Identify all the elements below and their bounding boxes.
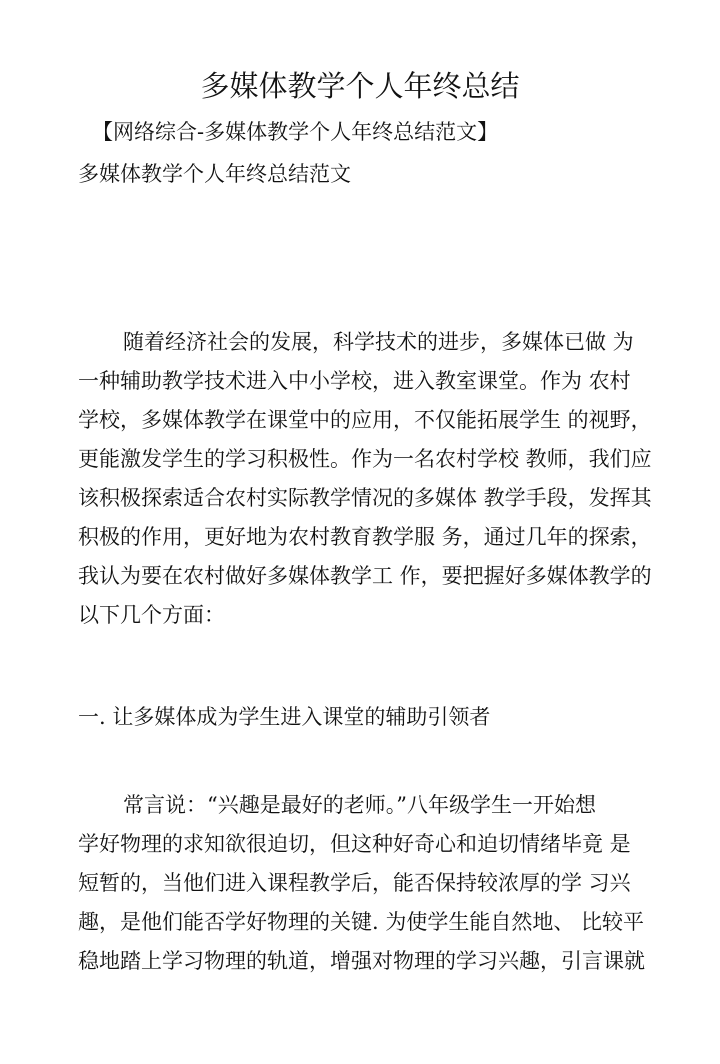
- paragraph-line: 趣，是他们能否学好物理的关键. 为使学生能自然地、 比较平: [78, 910, 645, 934]
- section-heading: 一. 让多媒体成为学生进入课堂的辅助引领者: [78, 705, 491, 729]
- paragraph-section-one: [78, 786, 658, 981]
- paragraph-line: 我认为要在农村做好多媒体教学工 作，要把握好多媒体教学的: [78, 564, 652, 588]
- paragraph-intro: [78, 323, 658, 635]
- document-subtitle: 【网络综合-多媒体教学个人年终总结范文】: [92, 120, 499, 144]
- paragraph-line: 常言说：“兴趣是最好的老师。”八年级学生一开始想: [123, 793, 596, 817]
- paragraph-line: 短暂的，当他们进入课程教学后，能否保持较浓厚的学 习兴: [78, 871, 631, 895]
- paragraph-line: 随着经济社会的发展，科学技术的进步，多媒体已做 为: [123, 330, 634, 354]
- paragraph-line: 一种辅助教学技术进入中小学校，进入教室课堂。作为 农村: [78, 369, 631, 393]
- paragraph-line: 该积极探索适合农村实际教学情况的多媒体 教学手段，发挥其: [78, 486, 652, 510]
- paragraph-line: 学校，多媒体教学在课堂中的应用，不仅能拓展学生 的视野，: [78, 408, 652, 432]
- paragraph-line: 以下几个方面：: [78, 603, 225, 627]
- paragraph-line: 稳地踏上学习物理的轨道，增强对物理的学习兴趣，引言课就: [78, 949, 645, 973]
- paragraph-line: 积极的作用，更好地为农村教育教学服 务，通过几年的探索，: [78, 525, 652, 549]
- paragraph-line: 更能激发学生的学习积极性。作为一名农村学校 教师，我们应: [78, 447, 652, 471]
- document-heading: 多媒体教学个人年终总结范文: [78, 162, 351, 186]
- document-title: 多媒体教学个人年终总结: [200, 69, 520, 103]
- paragraph-line: 学好物理的求知欲很迫切，但这种好奇心和迫切情绪毕竟 是: [78, 832, 631, 856]
